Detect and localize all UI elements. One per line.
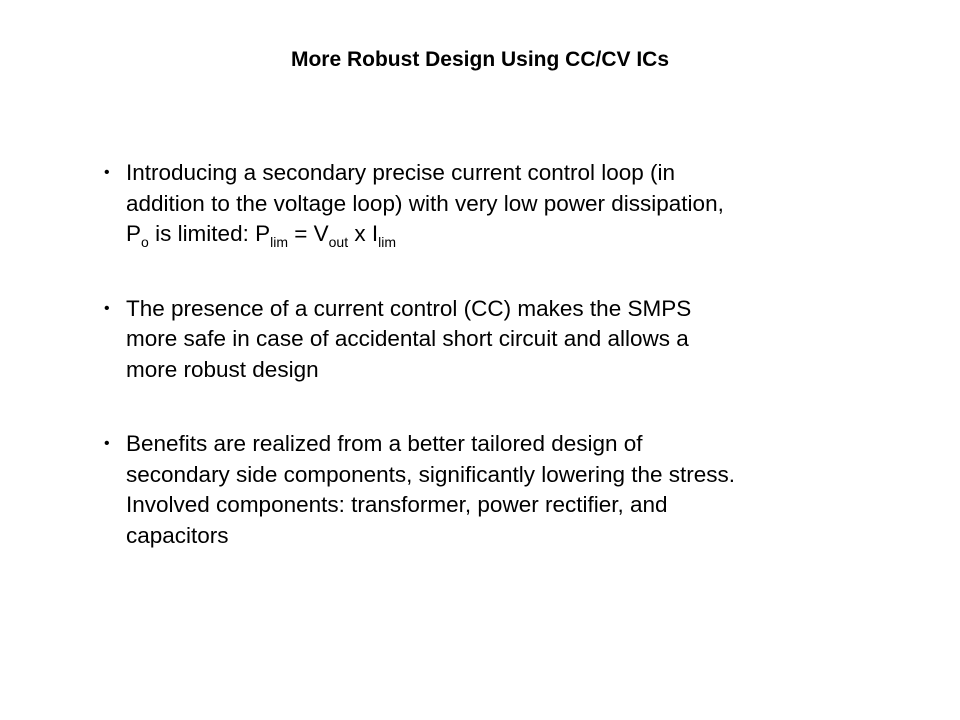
formula-subscript: out <box>328 234 349 250</box>
bullet-item-current-control <box>104 294 864 386</box>
bullet-list <box>104 158 864 595</box>
formula-subscript: lim <box>270 234 288 250</box>
bullet-line: Benefits are realized from a better tailored design of <box>126 431 643 456</box>
bullet-line: more robust design <box>126 356 319 382</box>
bullet-item-benefits <box>104 429 864 551</box>
formula-text: is limited: P <box>148 221 271 246</box>
bullet-line: secondary side components, significantly lowering the stress. <box>126 461 736 487</box>
power-limit-formula <box>126 221 397 250</box>
bullet-item-current-loop <box>104 158 864 250</box>
bullet-icon: • <box>104 164 110 181</box>
slide-title: More Robust Design Using CC/CV ICs <box>290 48 670 71</box>
bullet-line: The presence of a current control (CC) makes the SMPS <box>126 295 692 321</box>
bullet-icon: • <box>104 299 110 317</box>
bullet-line: Introducing a secondary precise current control loop (in <box>126 160 676 185</box>
formula-text: = V <box>287 221 329 246</box>
bullet-icon: • <box>104 435 110 452</box>
formula-text: x I <box>348 221 379 246</box>
bullet-line: Involved components: transformer, power rectifier, and <box>126 492 668 517</box>
formula-subscript: o <box>141 234 149 250</box>
formula-text: P <box>126 221 142 246</box>
bullet-line: addition to the voltage loop) with very low power dissipation, <box>126 190 724 216</box>
bullet-line: more safe in case of accidental short circuit and allows a <box>126 326 689 351</box>
bullet-line: capacitors <box>126 522 229 548</box>
formula-subscript: lim <box>378 234 397 250</box>
